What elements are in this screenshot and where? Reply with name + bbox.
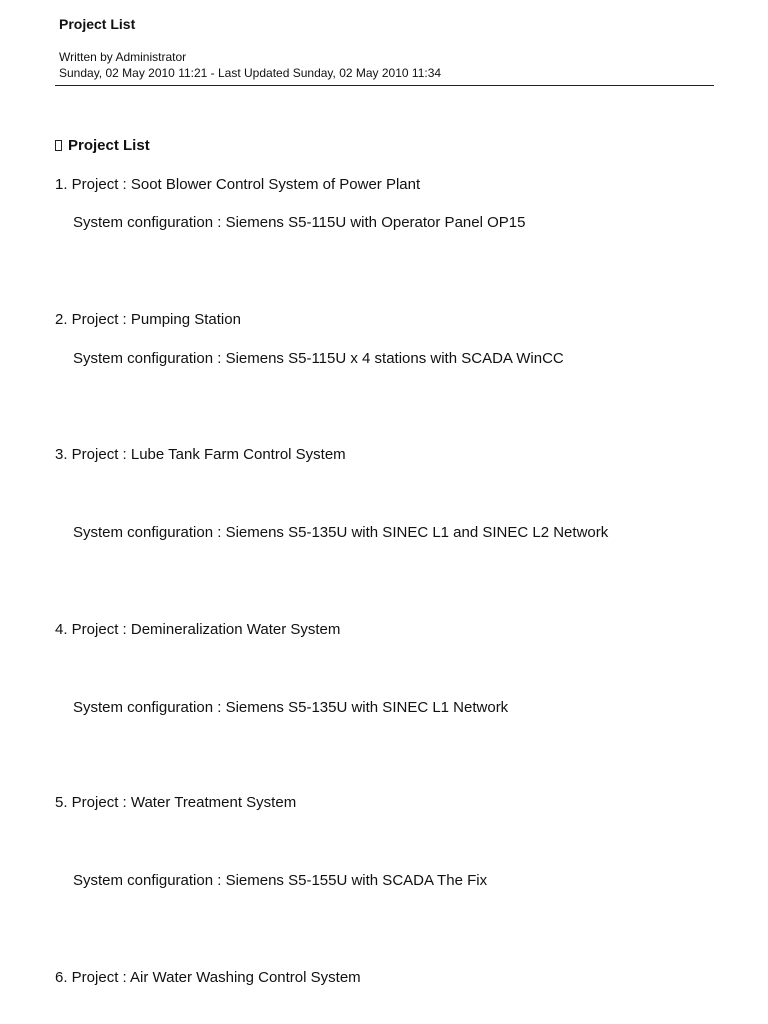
project-title-1: 1. Project : Soot Blower Control System of Power Plant (55, 176, 421, 193)
project-config-3: System configuration : Siemens S5-135U with SINEC L1 and SINEC L2 Network (73, 524, 609, 541)
project-title-2: 2. Project : Pumping Station (55, 311, 241, 328)
project-config-5: System configuration : Siemens S5-155U with SCADA The Fix (73, 872, 488, 889)
bullet-box-icon (55, 140, 62, 151)
section-heading-text: Project List (68, 137, 150, 154)
page-title: Project List (59, 16, 136, 32)
project-title-4: 4. Project : Demineralization Water System (55, 621, 341, 638)
project-config-1: System configuration : Siemens S5-115U with Operator Panel OP15 (73, 214, 526, 231)
project-title-6: 6. Project : Air Water Washing Control System (55, 969, 361, 986)
project-title-5: 5. Project : Water Treatment System (55, 794, 297, 811)
section-heading (55, 137, 150, 154)
author-line: Written by Administrator (59, 50, 187, 64)
header-divider (55, 85, 714, 86)
project-config-2: System configuration : Siemens S5-115U x 4 stations with SCADA WinCC (73, 350, 564, 367)
project-title-3: 3. Project : Lube Tank Farm Control System (55, 446, 346, 463)
project-config-4: System configuration : Siemens S5-135U with SINEC L1 Network (73, 699, 509, 716)
date-line: Sunday, 02 May 2010 11:21 - Last Updated Sunday, 02 May 2010 11:34 (59, 66, 442, 80)
